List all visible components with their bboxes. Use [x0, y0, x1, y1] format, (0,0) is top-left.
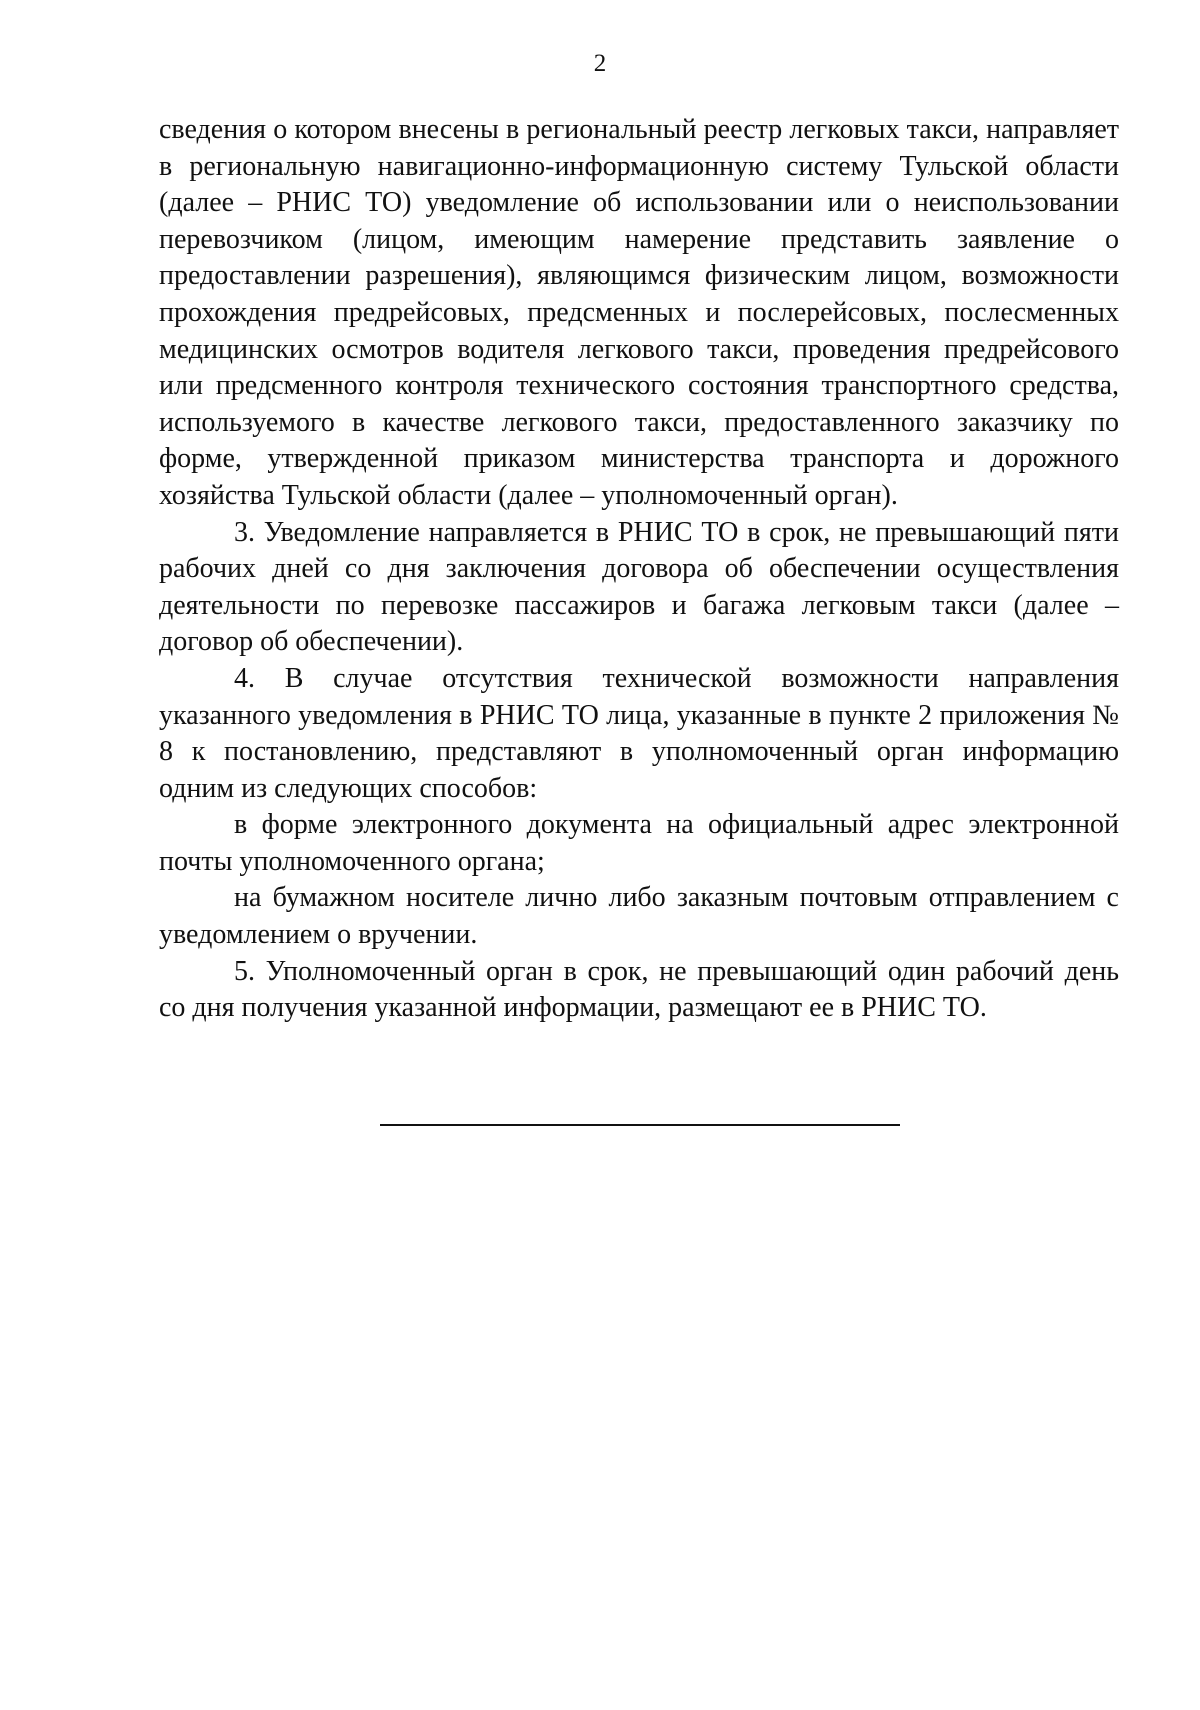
- closing-divider-line: [380, 1124, 900, 1126]
- paragraph-method-electronic: в форме электронного документа на официальный адрес электронной почты уполномоченного органа;: [159, 809, 1119, 877]
- paragraph-item-5: 5. Уполномоченный орган в срок, не превышающий один рабочий день со дня получения указанной информации, размещают ее в РНИС ТО.: [159, 955, 1119, 1024]
- paragraph-method-paper: на бумажном носителе лично либо заказным почтовым отправлением с уведомлением о вручении.: [159, 882, 1119, 951]
- paragraph-continuation: сведения о котором внесены в региональный реестр легковых такси, направляет в региональную навигационно-информационную систему Тульской области (далее – РНИС ТО) уведомление об использовании или о неиспользовании перевозчиком (лицом, имеющим намерение представить заявление о предоставлении разрешения), являющимся физическим лицом, возможности прохождения предрейсовых, предсменных и послерейсовых, послесменных медицинских осмотров водителя легкового такси, проведения предрейсового или предсменного контроля технического состояния транспортного средства, используемого в качестве легкового такси, предоставленного заказчику по форме, утвержденной приказом министерства транспорта и дорожного хозяйства Тульской области (далее – уполномоченный орган).: [159, 114, 1119, 511]
- paragraph-item-3: 3. Уведомление направляется в РНИС ТО в срок, не превышающий пяти рабочих дней со дня заключения договора об обеспечении осуществления деятельности по перевозке пассажиров и багажа легковым такси (далее – договор об обеспечении).: [159, 516, 1119, 658]
- document-body: [159, 112, 1119, 1027]
- paragraph-item-4: 4. В случае отсутствия технической возможности направления указанного уведомления в РНИС ТО лица, указанные в пункте 2 приложения № 8 к постановлению, представляют в уполномоченный орган информацию одним из следующих способов:: [159, 662, 1119, 804]
- page-number: 2: [593, 50, 607, 77]
